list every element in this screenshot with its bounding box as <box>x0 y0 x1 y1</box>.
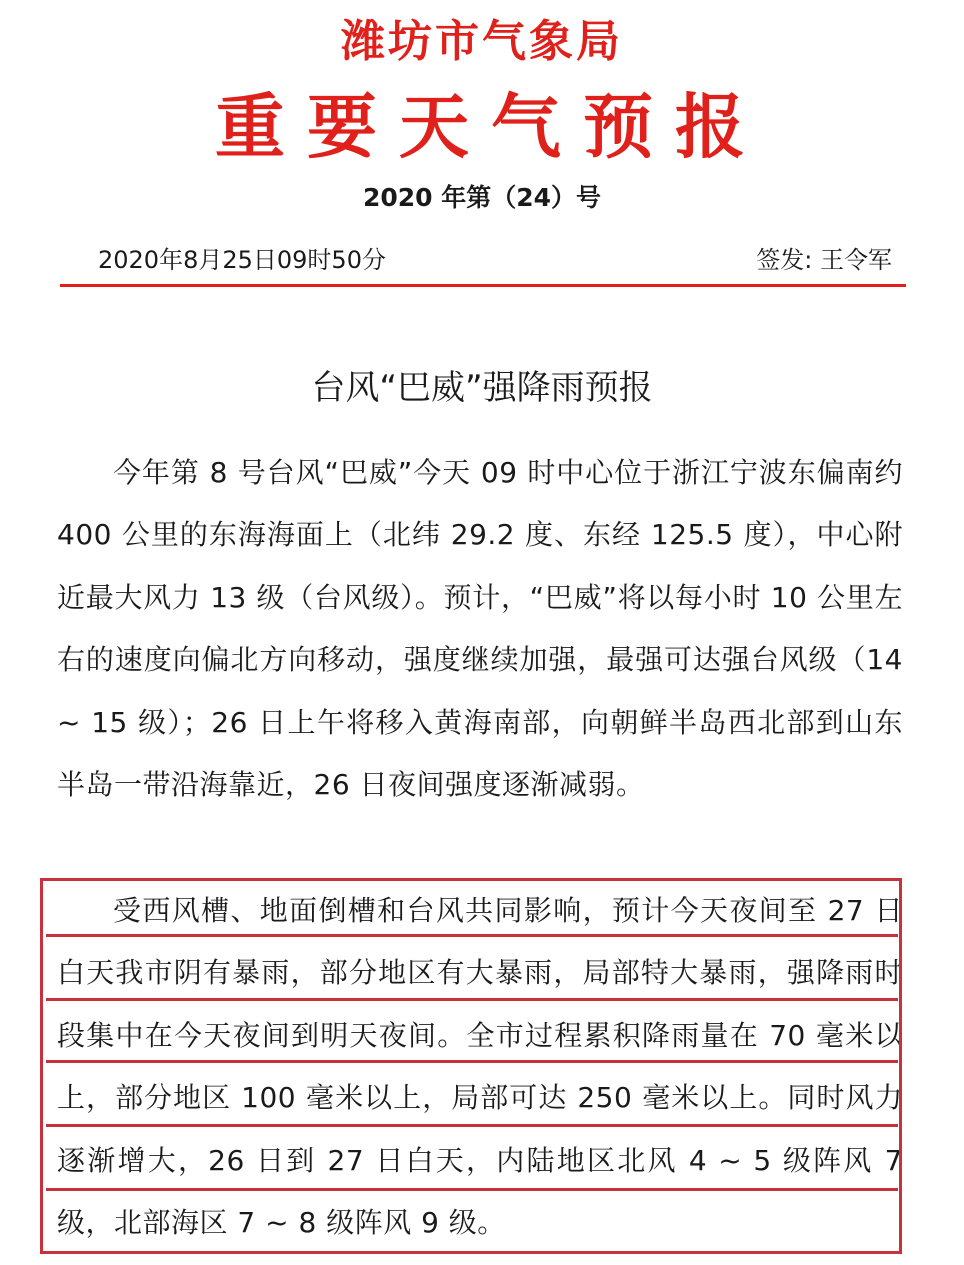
issue-number: 2020 年第（24）号 <box>362 183 602 212</box>
annotation-underline <box>46 934 898 937</box>
paragraph-rainfall-forecast: 受西风槽、地面倒槽和台风共同影响，预计今天夜间至 27 日白天我市阴有暴雨，部分地区有大暴雨，局部特大暴雨，强降雨时段集中在今天夜间到明天夜间。全市过程累积降雨量在 70 毫米以上，部分地区 100 毫米以上，局部可达 250 毫米以上。同时风力逐渐增大，26 日到 27 日白天，内陆地区北风 4 ~ 5 级阵风 7 级，北部海区 7 ~ 8 级阵风 9 级。 <box>57 894 903 1240</box>
signer: 签发: 王令军 <box>756 246 892 274</box>
issuing-agency: 潍坊市气象局 <box>341 16 623 67</box>
annotation-underline <box>46 1188 898 1191</box>
issue-datetime: 2020年8月25日09时50分 <box>98 246 386 274</box>
document-title: 重要天气预报 <box>215 86 767 168</box>
annotation-underline <box>46 998 898 1001</box>
paragraph-typhoon-status: 今年第 8 号台风“巴威”今天 09 时中心位于浙江宁波东偏南约 400 公里的东海海面上（北纬 29.2 度、东经 125.5 度），中心附近最大风力 13 级（台风级）。预计，“巴威”将以每小时 10 公里左右的速度向偏北方向移动，强度继续加强，最强可达强台风级（14 ~ 15 级）；26 日上午将移入黄海南部，向朝鲜半岛西北部到山东半岛一带沿海靠近，26 日夜间强度逐渐减弱。 <box>57 456 903 802</box>
annotation-underline <box>46 1124 898 1127</box>
annotation-underline <box>46 1060 898 1063</box>
header-divider <box>60 284 906 287</box>
article-headline: 台风“巴威”强降雨预报 <box>311 368 653 408</box>
